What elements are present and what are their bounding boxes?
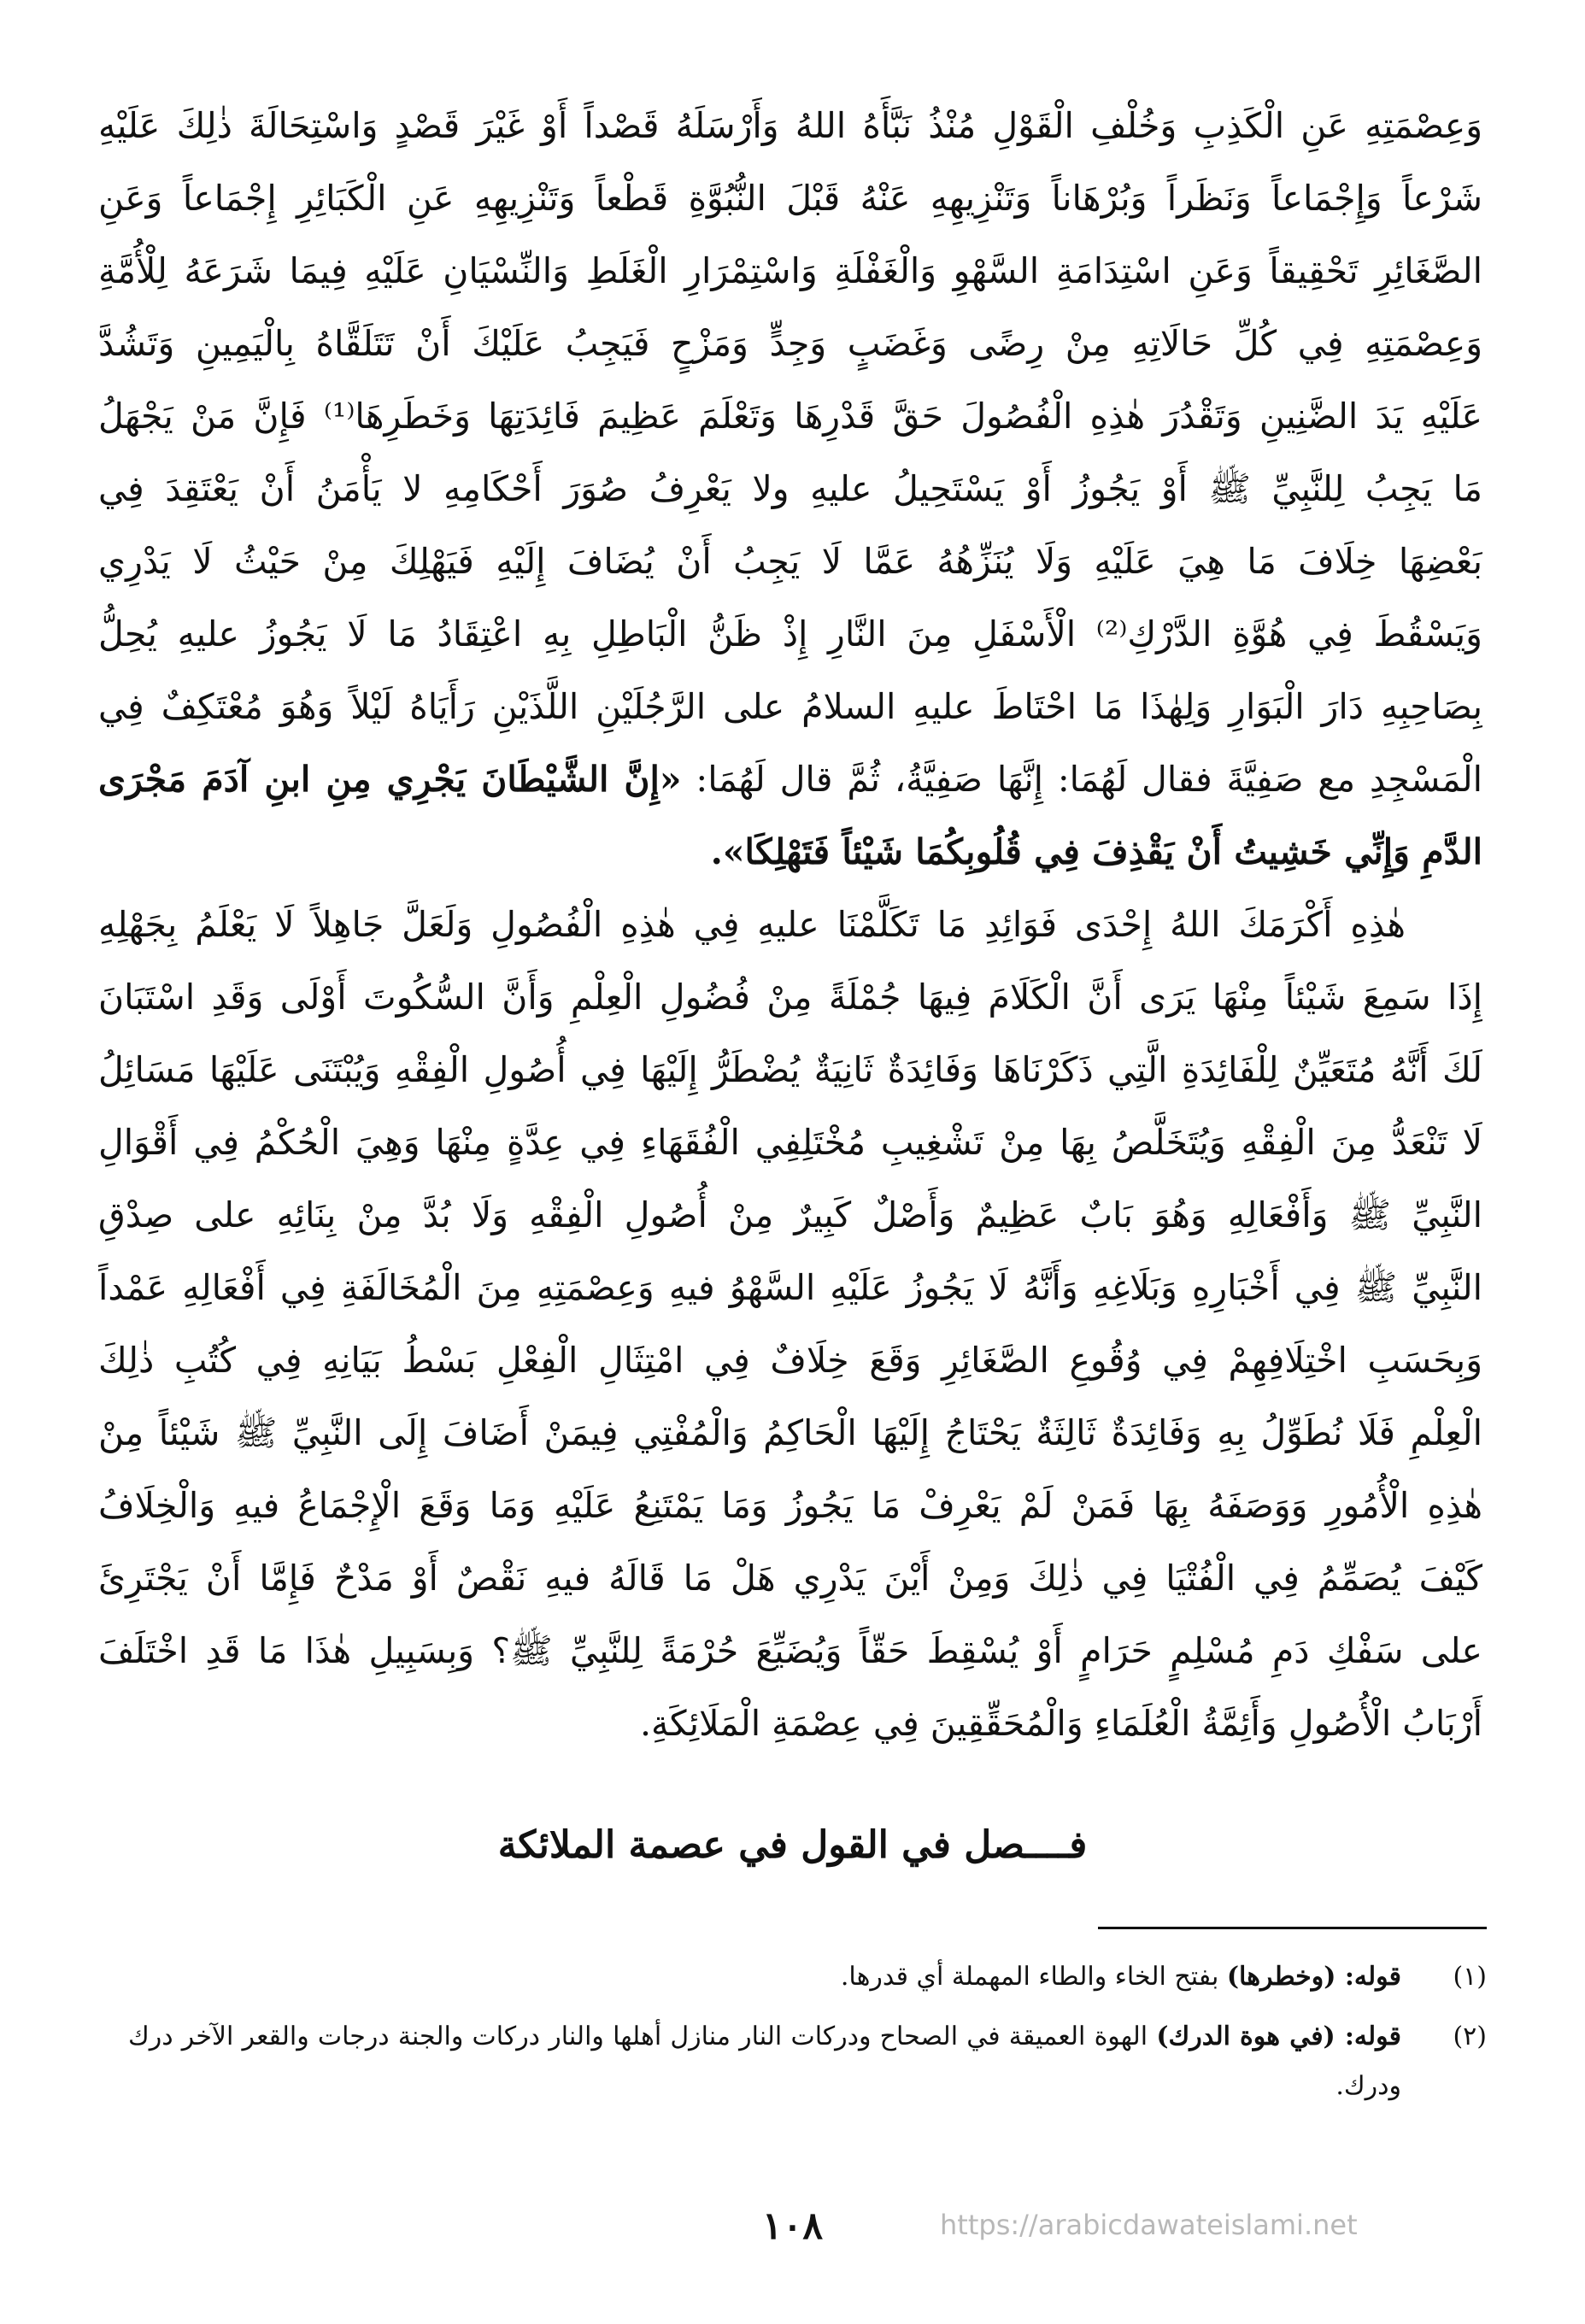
text-line-2: شَرْعاً وَإِجْمَاعاً وَنَظَراً وَبُرْهَاناً وَتَنْزِيهِهِ عَنْهُ قَبْلَ النُّبُوَّةِ قَطْعاً وَتَنْزِيهِهِ عَنِ الْكَبَائِرِ إِجْمَاعاً وَعَنِ: [98, 178, 1482, 219]
footnote-body: [128, 2012, 1401, 2111]
text-line-13: إِذَا سَمِعَ شَيْئاً مِنْهَا يَرَى أَنَّ الْكَلَامَ فِيهَا جُمْلَةً مِنْ فُضُولِ الْعِلْمِ وَأَنَّ السُّكُوتَ أَوْلَى وَقَدِ اسْتَبَانَ: [98, 977, 1482, 1018]
text-line-1: وَعِصْمَتِهِ عَنِ الْكَذِبِ وَخُلْفِ الْقَوْلِ مُنْذُ نَبَّأَهُ اللهُ وَأَرْسَلَهُ قَصْداً أَوْ غَيْرَ قَصْدٍ وَاسْتِحَالَةَ ذٰلِكَ عَلَيْهِ: [98, 105, 1482, 146]
footnote-label: قوله: (وخطرها): [1226, 1962, 1401, 1992]
text-line-18: وَبِحَسَبِ اخْتِلَافِهِمْ فِي وُقُوعِ الصَّغَائِرِ وَقَعَ خِلَافٌ فِي امْتِثَالِ الْفِعْلِ بَسْطُ بَيَانِهِ فِي كُتُبِ ذٰلِكَ: [98, 1340, 1482, 1381]
text-line-21: كَيْفَ يُصَمِّمُ فِي الْفُتْيَا فِي ذٰلِكَ وَمِنْ أَيْنَ يَدْرِي هَلْ مَا قَالَهُ فيهِ نَقْصٌ أَوْ مَدْحٌ فَإِمَّا أَنْ يَجْتَرِئَ: [98, 1558, 1482, 1599]
footnote-label: قوله: (في هوة الدرك): [1156, 2022, 1401, 2051]
text-line-15: لَا تَنْعَدُّ مِنَ الْفِقْهِ وَيُتَخَلَّصُ بِهَا مِنْ تَشْغِيبِ مُخْتَلِفِي الْفُقَهَاءِ فِي عِدَّةٍ مِنْهَا وَهِيَ الْحُكْمُ فِي أَقْوَالِ: [98, 1122, 1482, 1163]
text-line-11: الدَّمِ وَإِنِّي خَشِيتُ أَنْ يَقْذِفَ فِي قُلُوبِكُمَا شَيْئاً فَتَهْلِكَا».: [710, 831, 1482, 872]
text-line-10: الْمَسْجِدِ مع صَفِيَّةَ فقال لَهُمَا: إِنَّهَا صَفِيَّةُ، ثُمَّ قال لَهُمَا: «إِنَّ الشَّيْطَانَ يَجْرِي مِنِ ابنِ آدَمَ مَجْرَى: [98, 759, 1482, 800]
text-line-5: عَلَيْهِ يَدَ الضَّنِينِ وَتَقْدُرَ هٰذِهِ الْفُصُولَ حَقَّ قَدْرِهَا وَتَعْلَمَ عَظِيمَ فَائِدَتِهَا وَخَطَرِهَا⁽¹⁾ فَإِنَّ مَنْ يَجْهَلُ: [98, 396, 1482, 437]
footnote-text: بفتح الخاء والطاء المهملة أي قدرها.: [840, 1962, 1227, 1992]
text-line-8: وَيَسْقُطَ فِي هُوَّةِ الدَّرْكِ⁽²⁾ الْأَسْفَلِ مِنَ النَّارِ إِذْ ظَنُّ الْبَاطِلِ بِهِ اعْتِقَادُ مَا لَا يَجُوزُ عليهِ يُحِلُّ: [98, 613, 1482, 654]
text-line-3: الصَّغَائِرِ تَحْقِيقاً وَعَنِ اسْتِدَامَةِ السَّهْوِ وَالْغَفْلَةِ وَاسْتِمْرَارِ الْغَلَطِ وَالنِّسْيَانِ عَلَيْهِ فِيمَا شَرَعَهُ لِلْأُمَّةِ: [98, 250, 1482, 291]
text-line-23: أَرْبَابُ الْأُصُولِ وَأَئِمَّةُ الْعُلَمَاءِ وَالْمُحَقِّقِينَ فِي عِصْمَةِ الْمَلَائِكَةِ.: [640, 1703, 1482, 1744]
footnote-2: [128, 2012, 1487, 2111]
text-line-4: وَعِصْمَتِهِ فِي كُلِّ حَالَاتِهِ مِنْ رِضًى وَغَضَبٍ وَجِدٍّ وَمَزْحٍ فَيَجِبُ عَلَيْكَ أَنْ تَتَلَقَّاهُ بِالْيَمِينِ وَتَشُدَّ: [98, 323, 1482, 364]
footnote-number: (١): [1453, 1962, 1487, 1992]
footnote-body: [128, 1952, 1401, 2002]
section-heading: فــــصل في القول في عصمة الملائكة: [497, 1823, 1088, 1867]
text-line-14: لَكَ أَنَّهُ مُتَعَيِّنٌ لِلْفَائِدَةِ الَّتِي ذَكَرْنَاهَا وَفَائِدَةٌ ثَانِيَةٌ يُضْطَرُّ إِلَيْهَا فِي أُصُولِ الْفِقْهِ وَيُبْتَنَى عَلَيْهَا مَسَائِلُ: [98, 1049, 1482, 1090]
text-line-6: مَا يَجِبُ لِلنَّبِيِّ ﷺ أَوْ يَجُوزُ أَوْ يَسْتَحِيلُ عليهِ ولا يَعْرِفُ صُوَرَ أَحْكَامِهِ لا يَأْمَنُ أَنْ يَعْتَقِدَ فِي: [98, 468, 1482, 509]
watermark-url: https://arabicdawateislami.net: [940, 2209, 1358, 2241]
text-line-9: بِصَاحِبِهِ دَارَ الْبَوَارِ وَلِهٰذَا مَا احْتَاطَ عليهِ السلامُ على الرَّجُلَيْنِ اللَّذَيْنِ رَأَيَاهُ لَيْلاً وَهُوَ مُعْتَكِفٌ فِي: [98, 686, 1482, 727]
text-line-20: هٰذِهِ الْأُمُورِ وَوَصَفَهُ بِهَا فَمَنْ لَمْ يَعْرِفْ مَا يَجُوزُ وَمَا يَمْتَنِعُ عَلَيْهِ وَمَا وَقَعَ الْإِجْمَاعُ فيهِ وَالْخِلَافُ: [98, 1485, 1482, 1526]
footnote-text: الهوة العميقة في الصحاح ودركات النار منازل أهلها والنار دركات والجنة درجات والقعر الآخر درك ودرك.: [128, 2022, 1401, 2101]
footnote-1: [128, 1952, 1487, 2002]
footnote-divider: [1098, 1927, 1487, 1929]
text-line-19: الْعِلْمِ فَلَا نُطَوِّلُ بِهِ وَفَائِدَةٌ ثَالِثَةٌ يَحْتَاجُ إِلَيْهَا الْحَاكِمُ وَالْمُفْتِي فِيمَنْ أَضَافَ إِلَى النَّبِيِّ ﷺ شَيْئاً مِنْ: [98, 1412, 1482, 1453]
footnote-number: (٢): [1453, 2022, 1487, 2051]
main-text-block: [98, 90, 1482, 1760]
page-number: ١٠٨: [762, 2204, 823, 2248]
text-line-12: هٰذِهِ أَكْرَمَكَ اللهُ إِحْدَى فَوَائِدِ مَا تَكَلَّمْنَا عليهِ فِي هٰذِهِ الْفُصُولِ وَلَعَلَّ جَاهِلاً لَا يَعْلَمُ بِجَهْلِهِ: [98, 904, 1406, 945]
text-line-22: على سَفْكِ دَمِ مُسْلِمٍ حَرَامٍ أَوْ يُسْقِطَ حَقّاً وَيُضَيِّعَ حُرْمَةً لِلنَّبِيِّ ﷺ؟ وَبِسَبِيلِ هٰذَا مَا قَدِ اخْتَلَفَ: [98, 1630, 1482, 1671]
text-line-17: النَّبِيِّ ﷺ فِي أَخْبَارِهِ وَبَلَاغِهِ وَأَنَّهُ لَا يَجُوزُ عَلَيْهِ السَّهْوُ فيهِ وَعِصْمَتِهِ مِنَ الْمُخَالَفَةِ فِي أَفْعَالِهِ عَمْداً: [98, 1267, 1482, 1308]
text-line-16: النَّبِيِّ ﷺ وَأَفْعَالِهِ وَهُوَ بَابٌ عَظِيمٌ وَأَصْلٌ كَبِيرٌ مِنْ أُصُولِ الْفِقْهِ وَلَا بُدَّ مِنْ بِنَائِهِ على صِدْقِ: [98, 1194, 1482, 1235]
text-line-7: بَعْضِهَا خِلَافَ مَا هِيَ عَلَيْهِ وَلَا يُنَزِّهُهُ عَمَّا لَا يَجِبُ أَنْ يُضَافَ إِلَيْهِ فَيَهْلِكَ مِنْ حَيْثُ لَا يَدْرِي: [98, 541, 1482, 582]
footnotes: [128, 1952, 1487, 2122]
